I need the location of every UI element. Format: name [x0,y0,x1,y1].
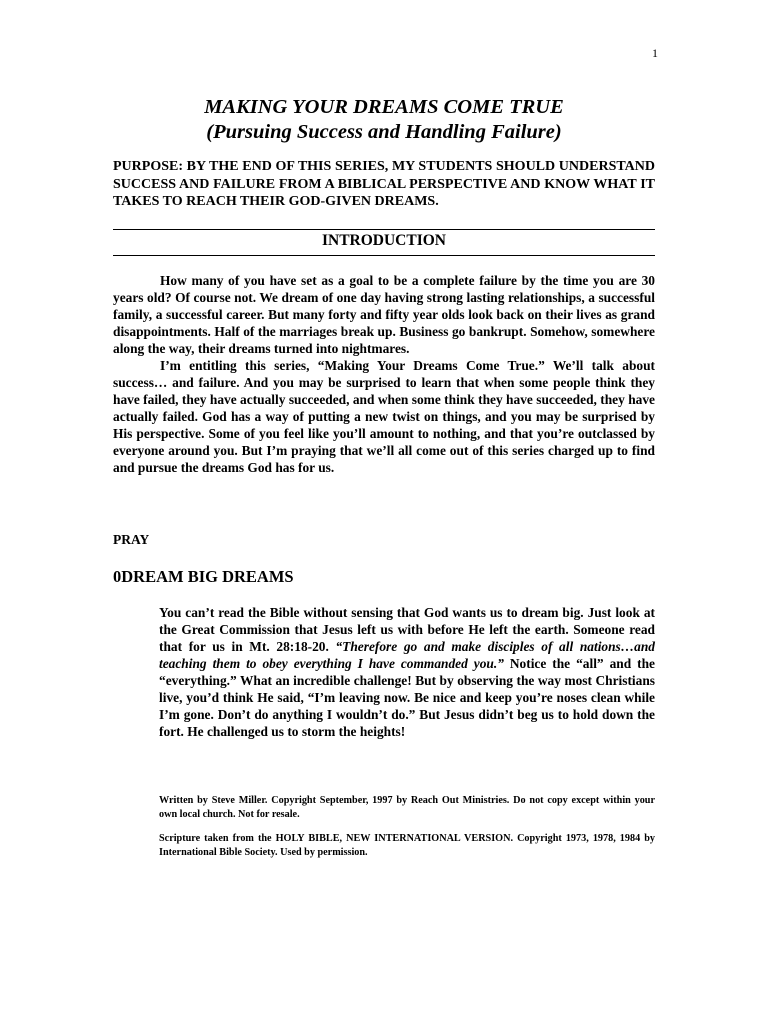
document-title [113,95,655,145]
introduction-heading: INTRODUCTION [321,232,446,249]
scripture-quote: “Therefore go and make disciples of all nations…and teaching them to obey everything I have commanded you.” [159,639,655,671]
section-body [159,604,655,740]
section-text: Notice the “all” and the “everything.” What an incredible challenge! But by observing the way most Christians live, you’d think He said, “I’m leaving now. Be nice and keep you’re noses clean while I’m gone. Don’t do anything I wouldn’t do.” But Jesus didn’t beg us to hold down the fort. He challenged us to storm the heights! [159,656,655,739]
title-line-2: (Pursuing Success and Handling Failure) [206,121,562,143]
footnotes [159,794,655,870]
heading-rule-bottom [113,255,655,256]
scripture-permission-note: Scripture taken from the HOLY BIBLE, NEW INTERNATIONAL VERSION. Copyright 1973, 1978, 1984 by International Bible Society. Used by permission. [159,833,655,858]
introduction-paragraph: I’m entitling this series, “Making Your Dreams Come True.” We’ll talk about success… and failure. And you may be surprised to learn that when some people think they have failed, they have actually succeeded, and when some think they have succeeded, they have actually failed. God has a way of putting a new twist on things, and you may be surprised by His perspective. Some of you feel like you’ll amount to nothing, and that you’re outclassed by everyone around you. But I’m praying that we’ll all come out of this series charged up to find and pursue the dreams God has for us. [113,358,655,475]
introduction-body [113,272,655,476]
section-text: You can’t read the Bible without sensing that God wants us to dream big. Just look at the Great Commission that Jesus left us with before He left the earth. Someone read that for us in Mt. 28:18-20. [159,605,655,654]
section-title: 0DREAM BIG DREAMS [113,567,294,586]
page-number: 1 [652,46,658,60]
section-paragraph [159,604,655,740]
purpose-statement: PURPOSE: BY THE END OF THIS SERIES, MY STUDENTS SHOULD UNDERSTAND SUCCESS AND FAILURE FROM A BIBLICAL PERSPECTIVE AND KNOW WHAT IT TAKES TO REACH THEIR GOD-GIVEN DREAMS. [113,159,655,209]
copyright-note: Written by Steve Miller. Copyright September, 1997 by Reach Out Ministries. Do not copy except within your own local church. Not for resale. [159,795,655,820]
introduction-paragraph: How many of you have set as a goal to be a complete failure by the time you are 30 years old? Of course not. We dream of one day having strong lasting relationships, a successful family, a successful career. But many forty and fifty year olds look back on their lives as grand disappointments. Half of the marriages break up. Business go bankrupt. Somehow, somewhere along the way, their dreams turned into nightmares. [113,273,655,356]
pray-label: PRAY [113,532,150,547]
title-line-1: MAKING YOUR DREAMS COME TRUE [204,96,564,118]
heading-rule-top [113,229,655,230]
